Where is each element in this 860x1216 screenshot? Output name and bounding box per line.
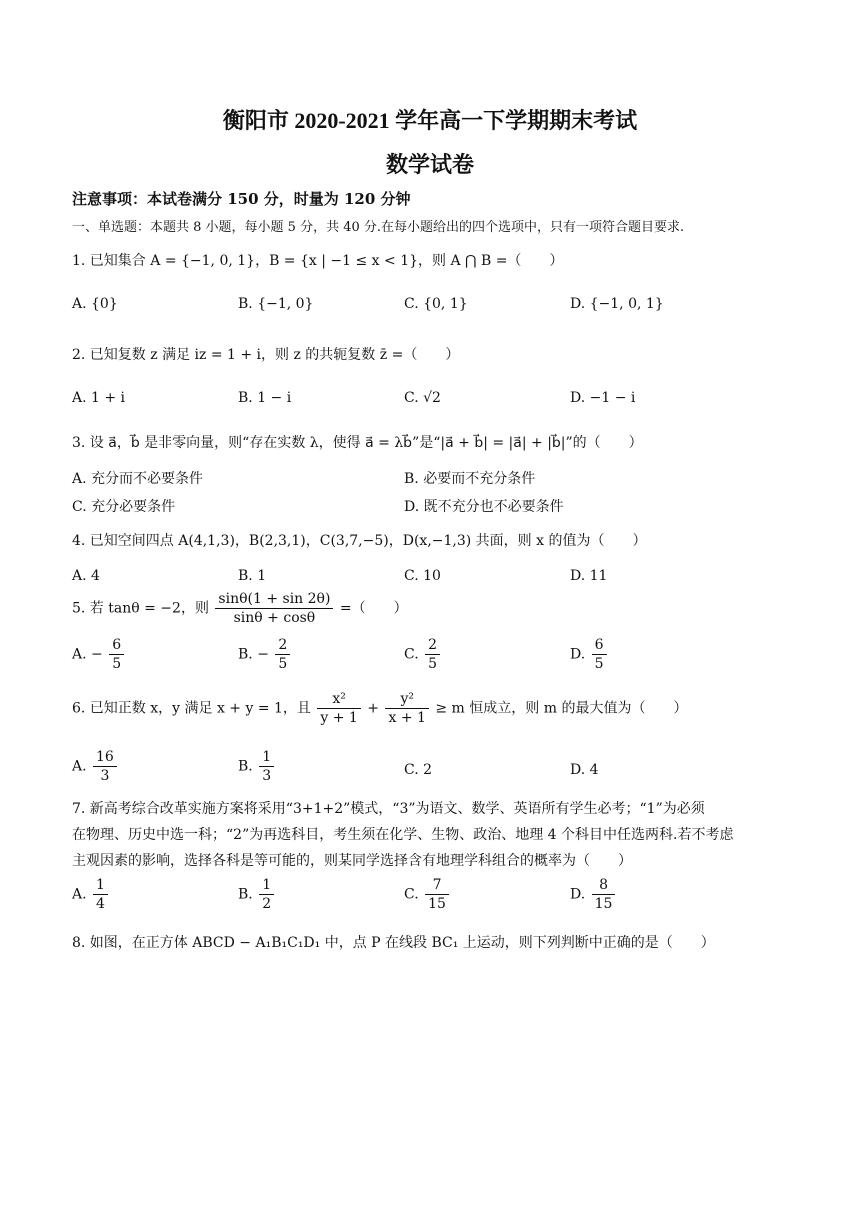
question-6-fraction-1 — [317, 690, 360, 727]
fraction-numerator: y² — [385, 690, 428, 709]
question-7-option-c — [404, 876, 451, 913]
option-numerator: 7 — [425, 876, 449, 895]
option-denominator: 5 — [278, 656, 288, 672]
option-label: A. — [72, 646, 87, 663]
option-numerator: 8 — [592, 876, 616, 895]
page-title: 衡阳市 2020-2021 学年高一下学期期末考试 — [222, 108, 638, 133]
page-subtitle: 数学试卷 — [385, 152, 474, 177]
option-numerator: 1 — [259, 748, 274, 767]
option-denominator: 15 — [594, 896, 613, 912]
option-denominator: 2 — [262, 896, 272, 912]
question-5-denominator: sinθ + cosθ — [233, 610, 316, 626]
question-7-line-1: 7. 新高考综合改革实施方案将采用“3+1+2”模式，“3”为语文、数学、英语所有学生必考；“1”为必须 — [72, 801, 705, 817]
question-4-stem: 4. 已知空间四点 A(4,1,3)，B(2,3,1)，C(3,7,−5)，D(x,−1,3) 共面，则 x 的值为（ ） — [72, 533, 647, 549]
question-2-option-c: C. √2 — [404, 390, 441, 406]
question-7-line-2: 在物理、历史中选一科；“2”为再选科目，考生须在化学、生物、政治、地理 4 个科目中任选两科.若不考虑 — [72, 827, 734, 843]
option-label: A. — [72, 886, 87, 903]
question-3-option-c: C. 充分必要条件 — [72, 499, 176, 515]
question-6-option-d — [570, 762, 599, 778]
notice: 注意事项：本试卷满分 150 分，时量为 120 分钟 — [72, 190, 411, 208]
question-6-stem — [72, 690, 687, 727]
question-5-option-a — [72, 636, 126, 673]
option-label: B. — [238, 646, 253, 663]
question-4-option-b: B. 1 — [238, 568, 267, 584]
option-numerator: 6 — [592, 636, 607, 655]
question-3-stem: 3. 设 a⃗，b⃗ 是非零向量，则“存在实数 λ，使得 a⃗ = λb⃗”是“|a⃗ + b⃗| = |a⃗| + |b⃗|”的（ ） — [72, 435, 643, 451]
question-6-option-a — [72, 748, 119, 785]
question-1-option-b: B. {−1, 0} — [238, 296, 314, 312]
question-1-option-a: A. {0} — [72, 296, 118, 312]
question-5-option-d — [570, 636, 609, 673]
question-5-fraction — [215, 590, 333, 627]
option-label: D. — [570, 886, 586, 903]
question-7-option-a — [72, 876, 110, 913]
option-label: A. — [72, 758, 87, 775]
option-sign: − — [257, 646, 269, 663]
option-label: C. — [404, 762, 419, 778]
option-value: 2 — [423, 762, 433, 778]
question-7-line-3: 主观因素的影响，选择各科是等可能的，则某同学选择含有地理学科组合的概率为（ ） — [72, 853, 632, 869]
question-8-stem: 8. 如图，在正方体 ABCD − A₁B₁C₁D₁ 中，点 P 在线段 BC₁ 上运动，则下列判断中正确的是（ ） — [72, 935, 715, 951]
question-5-stem-prefix: 5. 若 tanθ = −2，则 — [72, 600, 209, 617]
question-5-stem-suffix: =（ ） — [339, 600, 408, 617]
question-3-option-d: D. 既不充分也不必要条件 — [404, 499, 564, 515]
question-6-stem-prefix: 6. 已知正数 x，y 满足 x + y = 1，且 — [72, 700, 311, 717]
option-denominator: 5 — [112, 656, 122, 672]
fraction-denominator: x + 1 — [388, 710, 426, 726]
question-5-numerator: sinθ(1 + sin 2θ) — [215, 590, 333, 609]
option-denominator: 5 — [428, 656, 438, 672]
question-1-option-c: C. {0, 1} — [404, 296, 468, 312]
option-numerator: 6 — [109, 636, 124, 655]
option-denominator: 15 — [428, 896, 446, 912]
question-6-option-b — [238, 748, 276, 785]
option-denominator: 5 — [594, 656, 604, 672]
option-numerator: 1 — [93, 876, 108, 895]
question-5-stem — [72, 590, 408, 627]
question-2-option-d: D. −1 − i — [570, 390, 636, 406]
question-2-option-b: B. 1 − i — [238, 390, 292, 406]
question-6-fraction-2 — [385, 690, 428, 727]
plus-sign: + — [367, 700, 380, 717]
option-label: D. — [570, 646, 586, 663]
option-value: 4 — [589, 762, 599, 778]
option-denominator: 3 — [262, 768, 272, 784]
question-1-stem: 1. 已知集合 A = {−1, 0, 1}，B = {x | −1 ≤ x < 1}，则 A ⋂ B =（ ） — [72, 253, 564, 269]
section-heading: 一、单选题：本题共 8 小题，每小题 5 分，共 40 分.在每小题给出的四个选项中，只有一项符合题目要求. — [72, 220, 685, 235]
option-label: C. — [404, 646, 419, 663]
question-4-option-a: A. 4 — [72, 568, 100, 584]
question-5-option-c — [404, 636, 442, 673]
option-sign: − — [91, 646, 103, 663]
question-7-option-d — [570, 876, 617, 913]
question-3-option-b: B. 必要而不充分条件 — [404, 471, 536, 487]
question-5-option-b — [238, 636, 292, 673]
question-1-option-d: D. {−1, 0, 1} — [570, 296, 664, 312]
option-label: D. — [570, 762, 586, 778]
option-numerator: 1 — [259, 876, 274, 895]
question-2-option-a: A. 1 + i — [72, 390, 126, 406]
fraction-denominator: y + 1 — [320, 710, 358, 726]
question-7-option-b — [238, 876, 276, 913]
option-label: C. — [404, 886, 419, 903]
question-4-option-d: D. 11 — [570, 568, 608, 584]
question-6-stem-suffix: ≥ m 恒成立，则 m 的最大值为（ ） — [435, 700, 688, 717]
option-label: B. — [238, 886, 253, 903]
option-numerator: 2 — [425, 636, 440, 655]
option-label: B. — [238, 758, 253, 775]
option-numerator: 2 — [275, 636, 290, 655]
question-2-stem: 2. 已知复数 z 满足 iz = 1 + i，则 z 的共轭复数 z̄ =（ ） — [72, 347, 460, 363]
question-3-option-a: A. 充分而不必要条件 — [72, 471, 204, 487]
fraction-numerator: x² — [317, 690, 360, 709]
question-6-option-c — [404, 762, 432, 778]
option-denominator: 3 — [100, 768, 110, 784]
question-4-option-c: C. 10 — [404, 568, 441, 584]
option-denominator: 4 — [96, 896, 105, 912]
option-numerator: 16 — [93, 748, 117, 767]
